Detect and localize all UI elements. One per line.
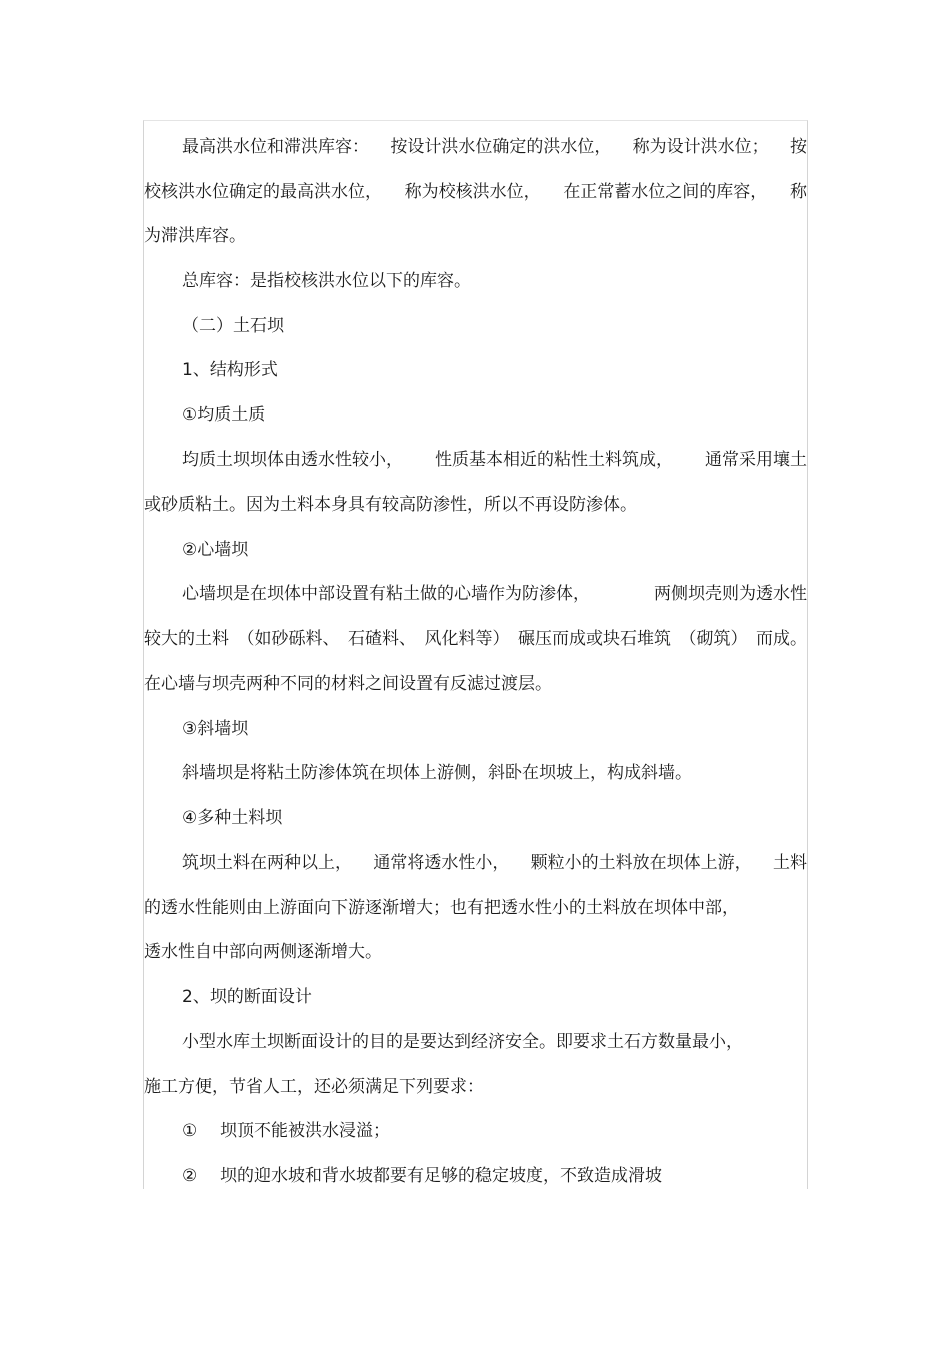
text-segment: 石碴料、 (348, 629, 416, 649)
text-segment: 按 (789, 137, 807, 157)
list-item (144, 1165, 807, 1187)
text-segment: 筑坝土料在两种以上， (182, 853, 352, 873)
text-segment: 最高洪水位和滞洪库容： (182, 137, 369, 157)
text-segment: 校核洪水位确定的最高洪水位， (144, 182, 382, 202)
text-line (144, 897, 807, 919)
text-segment: 碾压而成或块石堆筑 (518, 629, 671, 649)
list-text: 坝顶不能被洪水浸溢； (220, 1121, 390, 1141)
text-segment: 小型水库土坝断面设计的目的是要达到经济安全。即要求土石方数量最小， (182, 1032, 743, 1052)
paragraph-sloping-wall: 斜墙坝是将粘土防渗体筑在坝体上游侧，斜卧在坝坡上，构成斜墙。 (182, 763, 692, 783)
text-segment: 称 (789, 182, 807, 202)
text-line (144, 1031, 807, 1053)
subsection-heading: 2、坝的断面设计 (182, 987, 312, 1007)
list-item (144, 1120, 807, 1142)
text-segment: （砌筑） (679, 629, 748, 649)
list-number: ① (182, 1121, 198, 1141)
text-segment: 而成。 (756, 629, 807, 649)
text-segment: 透水性自中部向两侧逐渐增大。 (144, 942, 382, 962)
text-segment: 在心墙与坝壳两种不同的材料之间设置有反滤过渡层。 (144, 674, 552, 694)
text-line (144, 181, 807, 203)
text-line (144, 225, 807, 247)
text-segment: 土料 (772, 853, 807, 873)
item-heading: ④多种土料坝 (182, 808, 283, 828)
text-line (144, 1076, 807, 1098)
text-segment: （如砂砾料、 (237, 629, 340, 649)
text-line (144, 494, 807, 516)
text-segment: 均质土坝坝体由透水性较小， (182, 450, 403, 470)
text-line (144, 136, 807, 158)
paragraph-total-capacity: 总库容：是指校核洪水位以下的库容。 (182, 271, 471, 291)
text-segment: 在正常蓄水位之间的库容， (563, 182, 768, 202)
text-segment: 称为设计洪水位； (632, 137, 769, 157)
text-segment: 通常将透水性小， (373, 853, 510, 873)
list-number: ② (182, 1166, 198, 1186)
text-segment: 称为校核洪水位， (404, 182, 541, 202)
section-heading: （二）土石坝 (182, 316, 284, 336)
list-text: 坝的迎水坡和背水坡都要有足够的稳定坡度，不致造成滑坡 (220, 1166, 662, 1186)
text-segment: 较大的土料 (144, 629, 229, 649)
text-line (144, 673, 807, 695)
text-segment: 为滞洪库容。 (144, 226, 246, 246)
document-page (143, 120, 808, 1189)
text-segment: 或砂质粘土。因为土料本身具有较高防渗性，所以不再设防渗体。 (144, 495, 637, 515)
text-segment: 风化料等） (424, 629, 510, 649)
text-segment: 通常采用壤土 (705, 450, 807, 470)
text-segment: 颗粒小的土料放在坝体上游， (530, 853, 752, 873)
text-segment: 性质基本相近的粘性土料筑成， (435, 450, 673, 470)
text-line (144, 941, 807, 963)
text-segment: 两侧坝壳则为透水性 (654, 584, 807, 604)
item-heading: ③斜墙坝 (182, 719, 249, 739)
text-segment: 心墙坝是在坝体中部设置有粘土做的心墙作为防渗体， (182, 584, 590, 604)
item-heading: ①均质土质 (182, 405, 266, 425)
text-segment: 的透水性能则由上游面向下游逐渐增大；也有把透水性小的土料放在坝体中部， (144, 898, 739, 918)
subsection-heading: 1、结构形式 (182, 360, 278, 380)
item-heading: ②心墙坝 (182, 540, 249, 560)
text-segment: 施工方便，节省人工，还必须满足下列要求： (144, 1077, 484, 1097)
text-line (144, 449, 807, 471)
text-line (144, 583, 807, 605)
text-line (144, 628, 807, 650)
text-segment: 按设计洪水位确定的洪水位， (390, 137, 612, 157)
text-line (144, 852, 807, 874)
